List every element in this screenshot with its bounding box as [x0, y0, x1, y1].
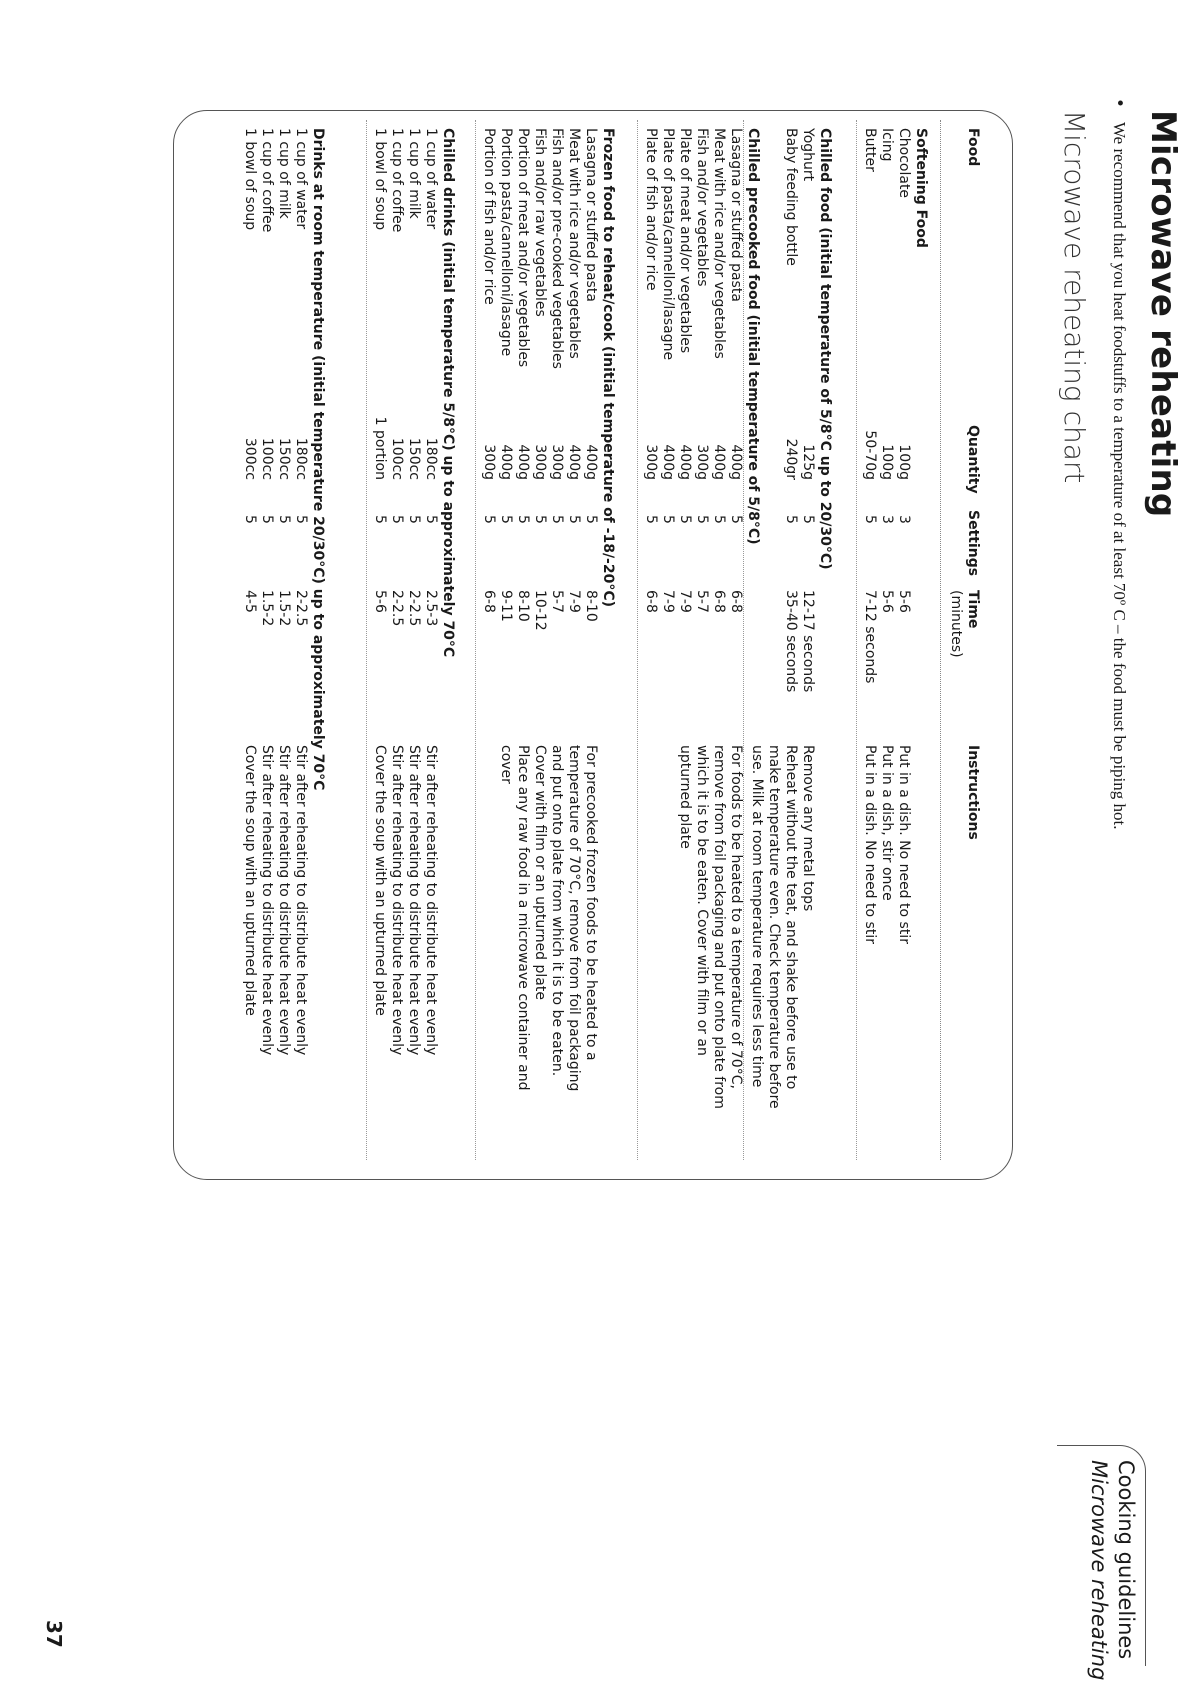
settings-cell: 5	[549, 515, 565, 524]
time-cell: 2.5-3	[423, 590, 439, 627]
intro-sentence: We recommend that you heat foodstuffs to a temperature of at least 70º C – the food must be piping hot.	[1110, 122, 1129, 830]
settings-cell: 5	[711, 515, 727, 524]
quantity-cell: 300g	[481, 444, 497, 480]
time-cell: 6-8	[711, 590, 727, 613]
section-heading: Frozen food to reheat/cook (initial temperature of -18/-20°C)	[600, 128, 616, 608]
food-cell: Lasagna or stuffed pasta	[728, 128, 744, 302]
time-cell: 1.5-2	[276, 590, 292, 627]
time-cell: 4-5	[242, 590, 258, 613]
settings-cell: 5	[783, 515, 799, 524]
instruction-line: Reheat without the teat, and shake before use to	[783, 745, 799, 1090]
quantity-cell: 300g	[532, 444, 548, 480]
food-cell: 1 bowl of soup	[242, 128, 258, 231]
settings-cell: 5	[677, 515, 693, 524]
quantity-cell: 300g	[549, 444, 565, 480]
settings-cell: 5	[515, 515, 531, 524]
col-header-settings: Settings	[965, 510, 981, 577]
instruction-line: Cover with film or an upturned plate	[532, 745, 548, 1000]
page-number: 37	[42, 1620, 66, 1648]
header-divider	[940, 120, 941, 1160]
settings-cell: 5	[862, 515, 878, 524]
time-cell: 2-2.5	[389, 590, 405, 627]
quantity-cell: 100g	[896, 444, 912, 480]
time-cell: 2-2.5	[406, 590, 422, 627]
settings-cell: 3	[896, 515, 912, 524]
settings-cell: 5	[423, 515, 439, 524]
food-cell: 1 bowl of soup	[372, 128, 388, 231]
quantity-cell: 400g	[728, 444, 744, 480]
time-cell: 2-2.5	[293, 590, 309, 627]
instruction-line: which it is to be eaten. Cover with film or an	[694, 745, 710, 1056]
quantity-cell: 400g	[498, 444, 514, 480]
quantity-cell: 400g	[711, 444, 727, 480]
quantity-cell: 400g	[566, 444, 582, 480]
section-heading: Softening Food	[913, 128, 929, 248]
section-heading: Drinks at room temperature (initial temperature 20/30°C) up to approximately 70°C	[310, 128, 326, 791]
time-cell: 12-17 seconds	[800, 590, 816, 693]
food-cell: Meat with rice and/or vegetables	[711, 128, 727, 359]
settings-cell: 5	[694, 515, 710, 524]
time-cell: 5-6	[896, 590, 912, 613]
quantity-cell: 100cc	[259, 437, 275, 480]
food-cell: Plate of meat and/or vegetables	[677, 128, 693, 354]
quantity-cell: 180cc	[423, 437, 439, 480]
time-cell: 6-8	[728, 590, 744, 613]
instruction-line: For foods to be heated to a temperature of 70°C,	[728, 745, 744, 1089]
time-cell: 35-40 seconds	[783, 590, 799, 693]
food-cell: 1 cup of water	[293, 128, 309, 230]
food-cell: 1 cup of coffee	[259, 128, 275, 233]
food-cell: Portion of meat and/or vegetables	[515, 128, 531, 368]
food-cell: Fish and/or raw vegetables	[532, 128, 548, 317]
food-cell: 1 cup of milk	[406, 128, 422, 219]
time-cell: 1.5-2	[259, 590, 275, 627]
quantity-cell: 400g	[660, 444, 676, 480]
section-divider	[475, 120, 476, 1160]
settings-cell: 3	[879, 515, 895, 524]
time-cell: 7-9	[677, 590, 693, 613]
quantity-cell: 300g	[643, 444, 659, 480]
quantity-cell: 150cc	[406, 437, 422, 480]
food-cell: Yoghurt	[800, 128, 816, 182]
time-cell: 9-11	[498, 590, 514, 622]
settings-cell: 5	[372, 515, 388, 524]
food-cell: 1 cup of coffee	[389, 128, 405, 233]
page-title: Microwave reheating	[1143, 110, 1183, 518]
food-cell: Portion pasta/cannelloni/lasagne	[498, 128, 514, 357]
quantity-cell: 180cc	[293, 437, 309, 480]
instruction-line: and put onto plate from which it is to be eaten.	[549, 745, 565, 1077]
food-cell: Portion of fish and/or rice	[481, 128, 497, 305]
instruction-line: cover	[498, 745, 514, 784]
settings-cell: 5	[406, 515, 422, 524]
quantity-cell: 300cc	[242, 437, 258, 480]
instruction-line: upturned plate	[677, 745, 693, 849]
settings-cell: 5	[259, 515, 275, 524]
food-cell: Fish and/or vegetables	[694, 128, 710, 287]
instruction-line: Remove any metal tops	[800, 745, 816, 912]
settings-cell: 5	[660, 515, 676, 524]
instruction-line: make temperature even. Check temperature before	[766, 745, 782, 1109]
col-header-food: Food	[965, 128, 981, 167]
section-divider	[366, 120, 367, 1160]
settings-cell: 5	[481, 515, 497, 524]
time-cell: 6-8	[481, 590, 497, 613]
instruction-line: use. Milk at room temperature requires less time	[749, 745, 765, 1088]
quantity-cell: 1 portion	[372, 416, 388, 480]
section-divider	[637, 120, 638, 1160]
time-cell: 8-10	[583, 590, 599, 622]
section-heading: Chilled drinks (initial temperature 5/8°C) up to approximately 70°C	[440, 128, 456, 658]
instruction-line: Put in a dish. No need to stir	[862, 745, 878, 944]
instruction-line: For precooked frozen foods to be heated to a	[583, 745, 599, 1061]
quantity-cell: 125g	[800, 444, 816, 480]
quantity-cell: 400g	[515, 444, 531, 480]
instruction-line: Cover the soup with an upturned plate	[372, 745, 388, 1016]
time-cell: 7-9	[660, 590, 676, 613]
instruction-line: Cover the soup with an upturned plate	[242, 745, 258, 1016]
chart-subtitle: Microwave reheating chart	[1058, 110, 1091, 484]
settings-cell: 5	[389, 515, 405, 524]
food-cell: 1 cup of water	[423, 128, 439, 230]
food-cell: Plate of fish and/or rice	[643, 128, 659, 291]
side-tab-subtitle: Microwave reheating	[1087, 1460, 1111, 1681]
instruction-line: Put in a dish. No need to stir	[896, 745, 912, 944]
instruction-line: Stir after reheating to distribute heat evenly	[423, 745, 439, 1056]
instruction-line: Place any raw food in a microwave container and	[515, 745, 531, 1091]
time-cell: 6-8	[643, 590, 659, 613]
time-cell: 8-10	[515, 590, 531, 622]
food-cell: Baby feeding bottle	[783, 128, 799, 266]
settings-cell: 5	[728, 515, 744, 524]
food-cell: 1 cup of milk	[276, 128, 292, 219]
instruction-line: Stir after reheating to distribute heat evenly	[259, 745, 275, 1056]
settings-cell: 5	[498, 515, 514, 524]
settings-cell: 5	[532, 515, 548, 524]
section-heading: Chilled food (initial temperature of 5/8°C up to 20/30°C)	[817, 128, 833, 570]
quantity-cell: 150cc	[276, 437, 292, 480]
instruction-line: Stir after reheating to distribute heat evenly	[406, 745, 422, 1056]
time-cell: 10-12	[532, 590, 548, 631]
time-cell: 7-9	[566, 590, 582, 613]
bullet-icon: •	[1109, 98, 1129, 109]
quantity-cell: 400g	[583, 444, 599, 480]
settings-cell: 5	[800, 515, 816, 524]
quantity-cell: 100g	[879, 444, 895, 480]
col-header-instructions: Instructions	[965, 745, 981, 840]
food-cell: Fish and/or pre-cooked vegetables	[549, 128, 565, 369]
settings-cell: 5	[583, 515, 599, 524]
col-header-time	[947, 590, 981, 658]
quantity-cell: 400g	[677, 444, 693, 480]
intro-text	[1109, 98, 1129, 830]
settings-cell: 5	[293, 515, 309, 524]
col-header-time-label: Time	[965, 590, 981, 629]
settings-cell: 5	[566, 515, 582, 524]
food-cell: Plate of pasta/cannelloni/lasagne	[660, 128, 676, 361]
time-cell: 5-6	[372, 590, 388, 613]
time-cell: 7-12 seconds	[862, 590, 878, 684]
col-header-time-unit: (minutes)	[948, 590, 964, 658]
side-tab-title: Cooking guidelines	[1114, 1460, 1138, 1660]
instruction-line: Stir after reheating to distribute heat evenly	[293, 745, 309, 1056]
instruction-line: remove from foil packaging and put onto plate from	[711, 745, 727, 1109]
quantity-cell: 50-70g	[862, 430, 878, 480]
quantity-cell: 300g	[694, 444, 710, 480]
quantity-cell: 100cc	[389, 437, 405, 480]
time-cell: 5-7	[694, 590, 710, 613]
section-divider	[856, 120, 857, 1160]
food-cell: Icing	[879, 128, 895, 162]
time-cell: 5-6	[879, 590, 895, 613]
settings-cell: 5	[242, 515, 258, 524]
food-cell: Butter	[862, 128, 878, 172]
section-heading: Chilled precooked food (initial temperature of 5/8°C)	[745, 128, 761, 545]
settings-cell: 5	[643, 515, 659, 524]
quantity-cell: 240gr	[783, 438, 799, 480]
food-cell: Chocolate	[896, 128, 912, 199]
instruction-line: Stir after reheating to distribute heat evenly	[276, 745, 292, 1056]
food-cell: Meat with rice and/or vegetables	[566, 128, 582, 359]
col-header-quantity: Quantity	[965, 425, 981, 494]
settings-cell: 5	[276, 515, 292, 524]
instruction-line: Put in a dish, stir once	[879, 745, 895, 901]
time-cell: 5-7	[549, 590, 565, 613]
instruction-line: temperature of 70°C, remove from foil packaging	[566, 745, 582, 1092]
food-cell: Lasagna or stuffed pasta	[583, 128, 599, 302]
instruction-line: Stir after reheating to distribute heat evenly	[389, 745, 405, 1056]
